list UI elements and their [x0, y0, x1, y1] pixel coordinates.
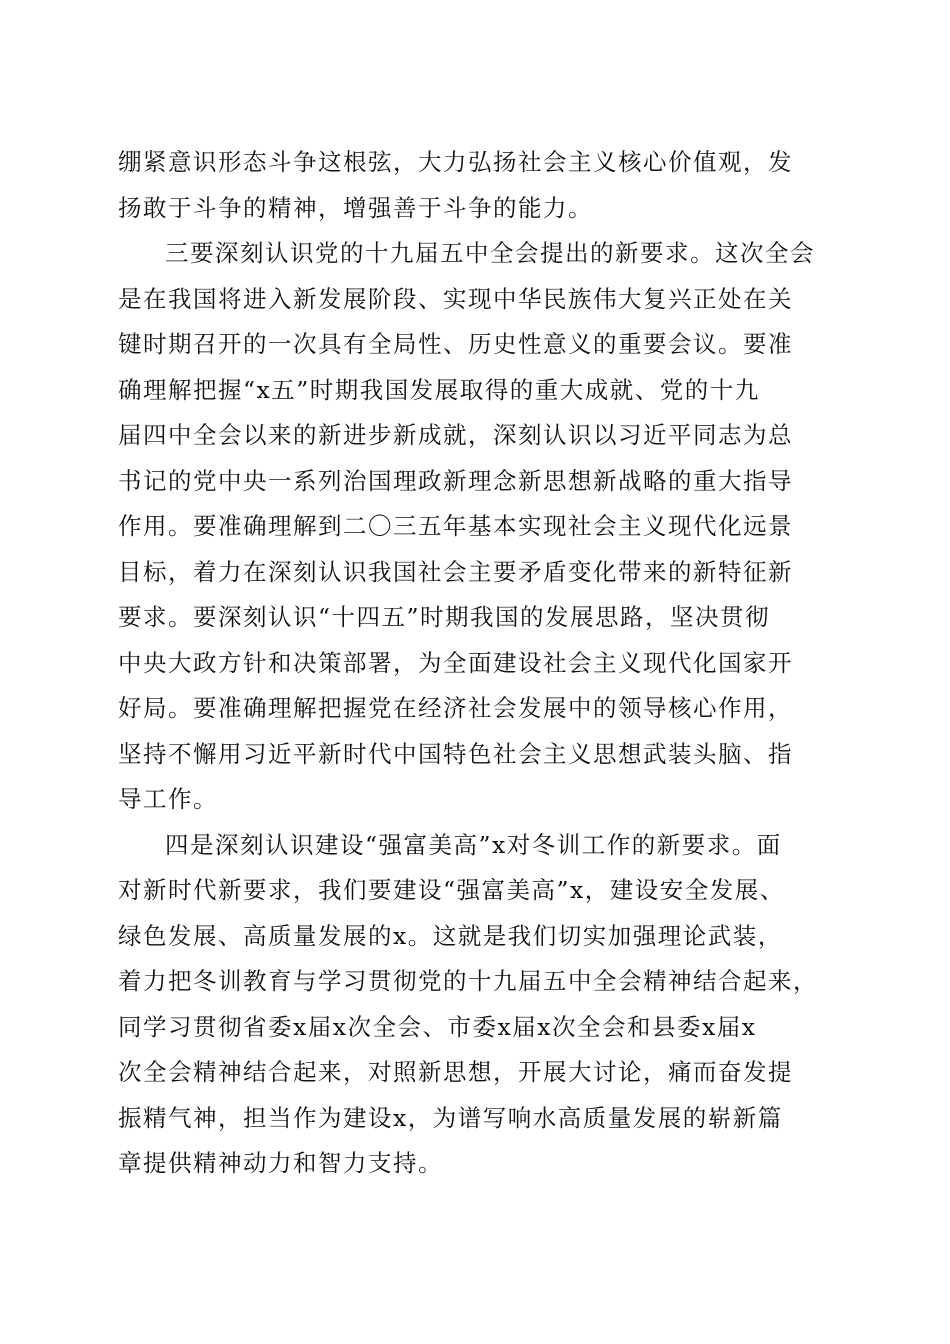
- text-line: 四是深刻认识建设“强富美高”x对冬训工作的新要求。面: [165, 830, 782, 859]
- text-line: 着力把冬训教育与学习贯彻党的十九届五中全会精神结合起来，: [118, 967, 818, 995]
- text-line: 次全会精神结合起来，对照新思想，开展大讨论，痛而奋发提: [118, 1058, 793, 1086]
- text-line: 届四中全会以来的新进步新成就，深刻认识以习近平同志为总: [118, 421, 793, 449]
- paragraph-fourth-requirement: [118, 823, 834, 1187]
- text-line: 对新时代新要求，我们要建设“强富美高”x，建设安全发展、: [118, 876, 785, 904]
- body-text: [118, 140, 834, 1187]
- text-line: 坚持不懈用习近平新时代中国特色社会主义思想武装头脑、指: [118, 739, 793, 768]
- text-line: 绿色发展、高质量发展的x。这就是我们切实加强理论武装，: [118, 921, 783, 950]
- text-line: 确理解把握“x五”时期我国发展取得的重大成就、党的十九: [118, 375, 760, 404]
- text-line: 键时期召开的一次具有全局性、历史性意义的重要会议。要准: [118, 330, 793, 358]
- text-line: 绷紧意识形态斗争这根弦，大力弘扬社会主义核心价值观，发: [118, 148, 793, 176]
- text-line: 章提供精神动力和智力支持。: [118, 1149, 443, 1177]
- text-line: 同学习贯彻省委x届x次全会、市委x届x次全会和县委x届x: [118, 1012, 757, 1041]
- text-line: 好局。要准确理解把握党在经济社会发展中的领导核心作用，: [118, 694, 793, 722]
- text-line: 目标，着力在深刻认识我国社会主要矛盾变化带来的新特征新: [118, 557, 793, 586]
- paragraph-third-requirement: [118, 231, 834, 823]
- text-line: 书记的党中央一系列治国理政新理念新思想新战略的重大指导: [118, 466, 793, 495]
- text-line: 中央大政方针和决策部署，为全面建设社会主义现代化国家开: [118, 648, 793, 677]
- text-line: 扬敢于斗争的精神，增强善于斗争的能力。: [118, 193, 593, 222]
- paragraph-continuation: [118, 140, 834, 231]
- text-line: 是在我国将进入新发展阶段、实现中华民族伟大复兴正处在关: [118, 284, 793, 313]
- text-line: 导工作。: [118, 785, 218, 813]
- text-line: 作用。要准确理解到二〇三五年基本实现社会主义现代化远景: [118, 512, 793, 540]
- text-line: 振精气神，担当作为建设x，为谱写响水高质量发展的崭新篇: [118, 1103, 783, 1132]
- text-line: 三要深刻认识党的十九届五中全会提出的新要求。这次全会: [165, 239, 815, 267]
- text-line: 要求。要深刻认识“十四五”时期我国的发展思路，坚决贯彻: [118, 603, 771, 631]
